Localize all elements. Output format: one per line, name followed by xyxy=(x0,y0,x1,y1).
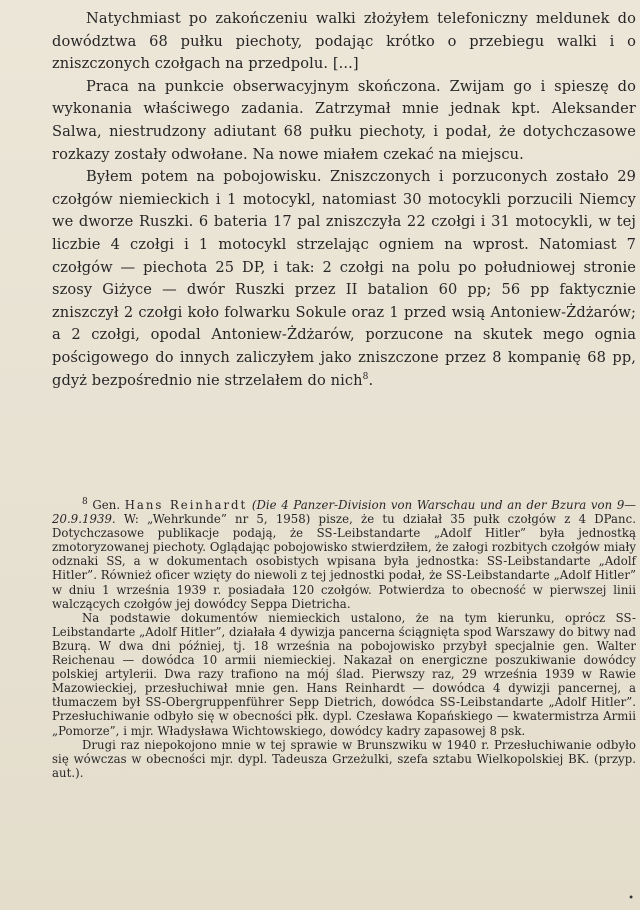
corner-dot: • xyxy=(628,893,634,904)
paragraph-3: Byłem potem na pobojowisku. Zniszczonych i porzuconych zostało 29 czołgów niemieckich i 1 motocykl, natomiast 30 motocykli porzucili Niemcy we dworze Ruszki. 6 bateria 17 pal zniszczyła 22 czołgi i 31 motocykli, w tej liczbie 4 czołgi i 1 motocykl strzelając ogniem na wprost. Natomiast 7 czołgów — piechota 25 DP, i tak: 2 czołgi na polu po południowej stronie szosy Giżyce — dwór Ruszki przez II batalion 60 pp; 56 pp faktycznie zniszczył 2 czołgi koło folwarku Sokule oraz 1 przed wsią Antoniew-Żdżarów; a 2 czołgi, opodal Antoniew-Żdżarów, porzucone na skutek mego ognia pościgowego do innych zaliczyłem jako zniszczone przez 8 kompanię 68 pp, gdyż bezpośrednio nie strzelałem do nich$^8$. xyxy=(52,168,636,389)
footnote-marker: 8 xyxy=(82,497,88,508)
footnote-source-title: (Die 4 Panzer-Division von Warschau und an der Bzura von 9—20.9.1939. xyxy=(52,498,637,527)
footnote-2: Na podstawie dokumentów niemieckich ustalono, że na tym kierunku, oprócz SS-Leibstandarte „Adolf Hitler”, działała 4 dywizja pancerna ściągnięta spod Warszawy do bitwy nad Bzurą. W dwa dni później, tj. 18 września na pobojowisko przybył specjalnie gen. Walter Reichenau — dowódca 10 armii niemieckiej. Nakazał on energiczne poszukiwanie dowódcy polskiej artylerii. Dwa razy trafiono na mój ślad. Pierwszy raz, 29 września 1939 w Rawie Mazowieckiej, przesłuchiwał mnie gen. Hans Reinhardt — dowódca 4 dywizji pancernej, a tłumaczem był SS-Obergruppenführer Sepp Dietrich, dowódca SS-Leibstandarte „Adolf Hitler”. Przesłuchiwanie odbyło się w obecności płk. dypl. Czesława Kopańskiego — kwatermistrza Armii „Pomorze”, i mjr. Władysława Wichtowskiego, dowódcy kadry zapasowej 8 psk. xyxy=(52,610,636,738)
footnote-author: Hans Reinhardt xyxy=(124,498,248,512)
paragraph-1: Natychmiast po zakończeniu walki złożyłem telefoniczny meldunek do dowództwa 68 pułku piechoty, podając krótko o przebiegu walki i o zniszczonych czołgach na przedpolu. [...] xyxy=(52,10,636,73)
footnote-3: Drugi raz niepokojono mnie w tej sprawie w Brunszwiku w 1940 r. Przesłuchiwanie odbyło się wówczas w obecności mjr. dypl. Tadeusza Grzeżulki, szefa sztabu Wielkopolskiej BK. (przyp. aut.). xyxy=(52,737,636,780)
main-text xyxy=(52,8,636,392)
footnote-1 xyxy=(52,498,636,611)
footnote-prefix: Gen. xyxy=(92,498,121,512)
footnote-reference: 8 xyxy=(362,371,369,382)
footnote-1-text: W: „Wehrkunde” nr 5, 1958) pisze, że tu działał 35 pułk czołgów z 4 DPanc. Dotychczasowe publikacje podają, że SS-Leibstandarte „Adolf Hitler” była jednostką zmotoryzowanej piechoty. Oglądając pobojowisko stwierdziłem, że załogi rozbitych czołgów miały odznaki SS, a w dokumentach osobistych wpisana była jednostka: SS-Leibstandarte „Adolf Hitler”. Również oficer wzięty do niewoli z tej jednostki podał, że SS-Leibstandarte „Adolf Hitler” w dniu 1 września 1939 r. posiadała 120 czołgów. Potwierdza to obecność w pierwszej linii walczących czołgów jej dowódcy Seppa Dietricha. xyxy=(52,512,636,611)
footnotes xyxy=(52,498,636,780)
paragraph-2: Praca na punkcie obserwacyjnym skończona. Zwijam go i spieszę do wykonania właściwego zadania. Zatrzymał mnie jednak kpt. Aleksander Salwa, niestrudzony adiutant 68 pułku piechoty, i podał, że dotychczasowe rozkazy zostały odwołane. Na nowe miałem czekać na miejscu. xyxy=(52,77,636,163)
paragraph-3-text: Byłem potem na pobojowisku. Zniszczonych i porzuconych zostało 29 czołgów niemieckich i 1 motocykl, natomiast 30 motocykli porzucili Niemcy we dworze Ruszki. 6 bateria 17 pal zniszczyła 22 czołgi i 31 motocykli, w tej liczbie 4 czołgi i 1 motocykl strzelając ogniem na wprost. Natomiast 7 czołgów — piechota 25 DP, i tak: 2 czołgi na polu po południowej stronie szosy Giżyce — dwór Ruszki przez II batalion 60 pp; 56 pp faktycznie zniszczył 2 czołgi koło folwarku Sokule oraz 1 przed wsią Antoniew-Żdżarów; a 2 czołgi, opodal Antoniew-Żdżarów, porzucone na skutek mego ognia pościgowego do innych zaliczyłem jako zniszczone przez 8 kompanię 68 pp, gdyż bezpośrednio nie strzelałem do nich xyxy=(52,168,636,389)
